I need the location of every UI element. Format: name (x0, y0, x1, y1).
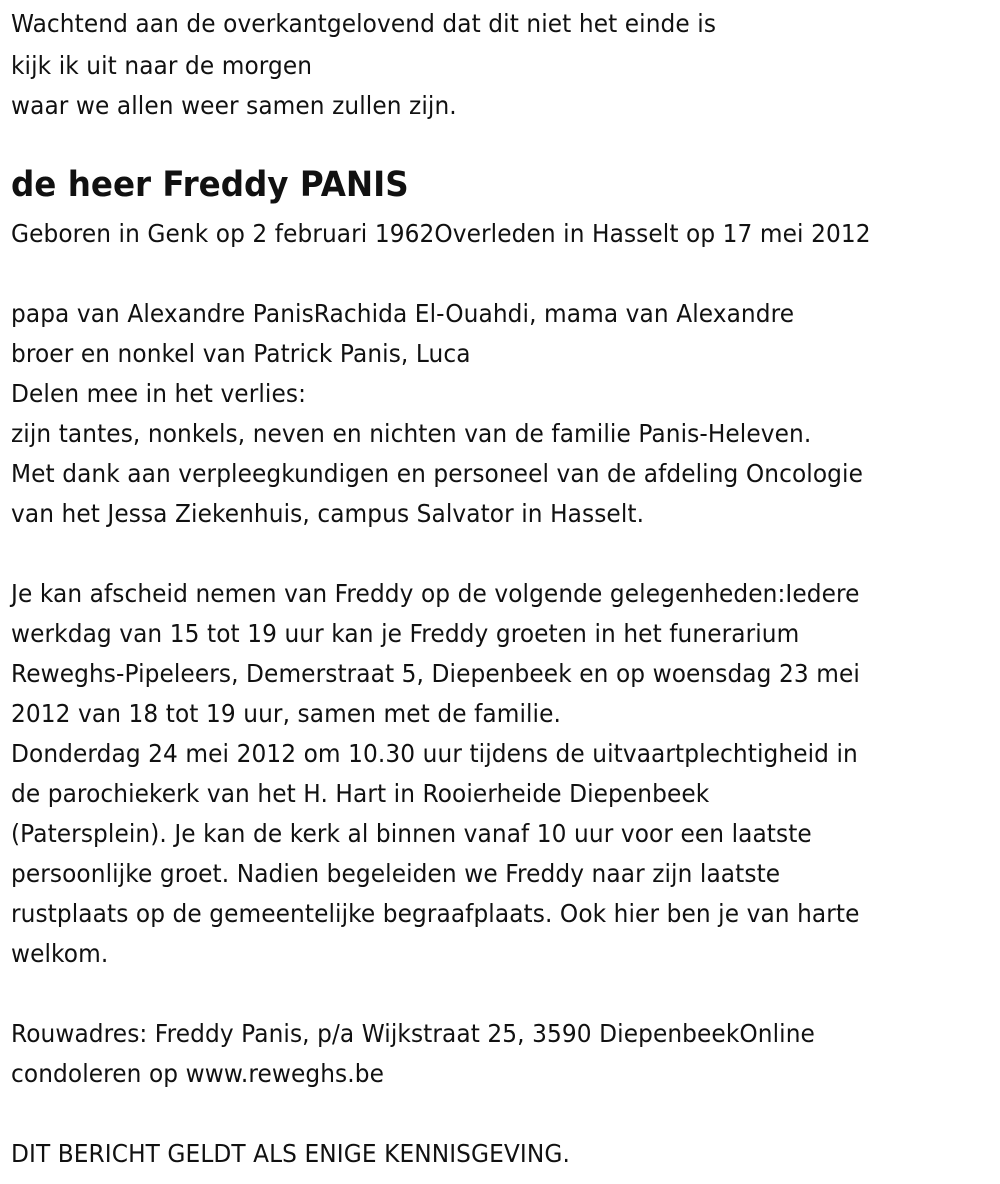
farewell-line: Reweghs-Pipeleers, Demerstraat 5, Diepenbeek en op woensdag 23 mei (11, 659, 860, 688)
family-line: broer en nonkel van Patrick Panis, Luca (11, 339, 471, 368)
family-line: Met dank aan verpleegkundigen en personeel van de afdeling Oncologie (11, 459, 863, 488)
family-line: van het Jessa Ziekenhuis, campus Salvator in Hasselt. (11, 499, 645, 528)
poem-line-text: kijk ik uit naar de morgen (11, 51, 313, 80)
poem-line (11, 4, 769, 44)
poem-line-text: waar we allen weer samen zullen zijn. (11, 91, 457, 120)
farewell-line: 2012 van 18 tot 19 uur, samen met de familie. (11, 699, 561, 728)
farewell-line: (Patersplein). Je kan de kerk al binnen vanaf 10 uur voor een laatste (11, 819, 812, 848)
farewell-line: welkom. (11, 939, 109, 968)
farewell-line: de parochiekerk van het H. Hart in Rooierheide Diepenbeek (11, 779, 710, 808)
farewell-line: Je kan afscheid nemen van Freddy op de volgende gelegenheden:Iedere (11, 579, 860, 608)
farewell-line: rustplaats op de gemeentelijke begraafplaats. Ook hier ben je van harte (11, 899, 860, 928)
family-line: Delen mee in het verlies: (11, 379, 306, 408)
farewell-line: werkdag van 15 tot 19 uur kan je Freddy groeten in het funerarium (11, 619, 800, 648)
farewell-line: Donderdag 24 mei 2012 om 10.30 uur tijdens de uitvaartplechtigheid in (11, 739, 858, 768)
poem-line (11, 46, 335, 86)
notice-text: DIT BERICHT GELDT ALS ENIGE KENNISGEVING. (11, 1139, 570, 1168)
contact-line: Rouwadres: Freddy Panis, p/a Wijkstraat 25, 3590 DiepenbeekOnline (11, 1019, 815, 1048)
farewell-line: persoonlijke groet. Nadien begeleiden we Freddy naar zijn laatste (11, 859, 781, 888)
poem-line (11, 86, 490, 126)
birth-death-dates: Geboren in Genk op 2 februari 1962Overleden in Hasselt op 17 mei 2012 (11, 219, 871, 248)
deceased-name-title: de heer Freddy PANIS (11, 165, 409, 205)
poem-line-text: Wachtend aan de overkantgelovend dat dit niet het einde is (11, 9, 717, 38)
family-line: zijn tantes, nonkels, neven en nichten van de familie Panis-Heleven. (11, 419, 812, 448)
family-line: papa van Alexandre PanisRachida El-Ouahdi, mama van Alexandre (11, 299, 795, 328)
contact-line: condoleren op www.reweghs.be (11, 1059, 384, 1088)
